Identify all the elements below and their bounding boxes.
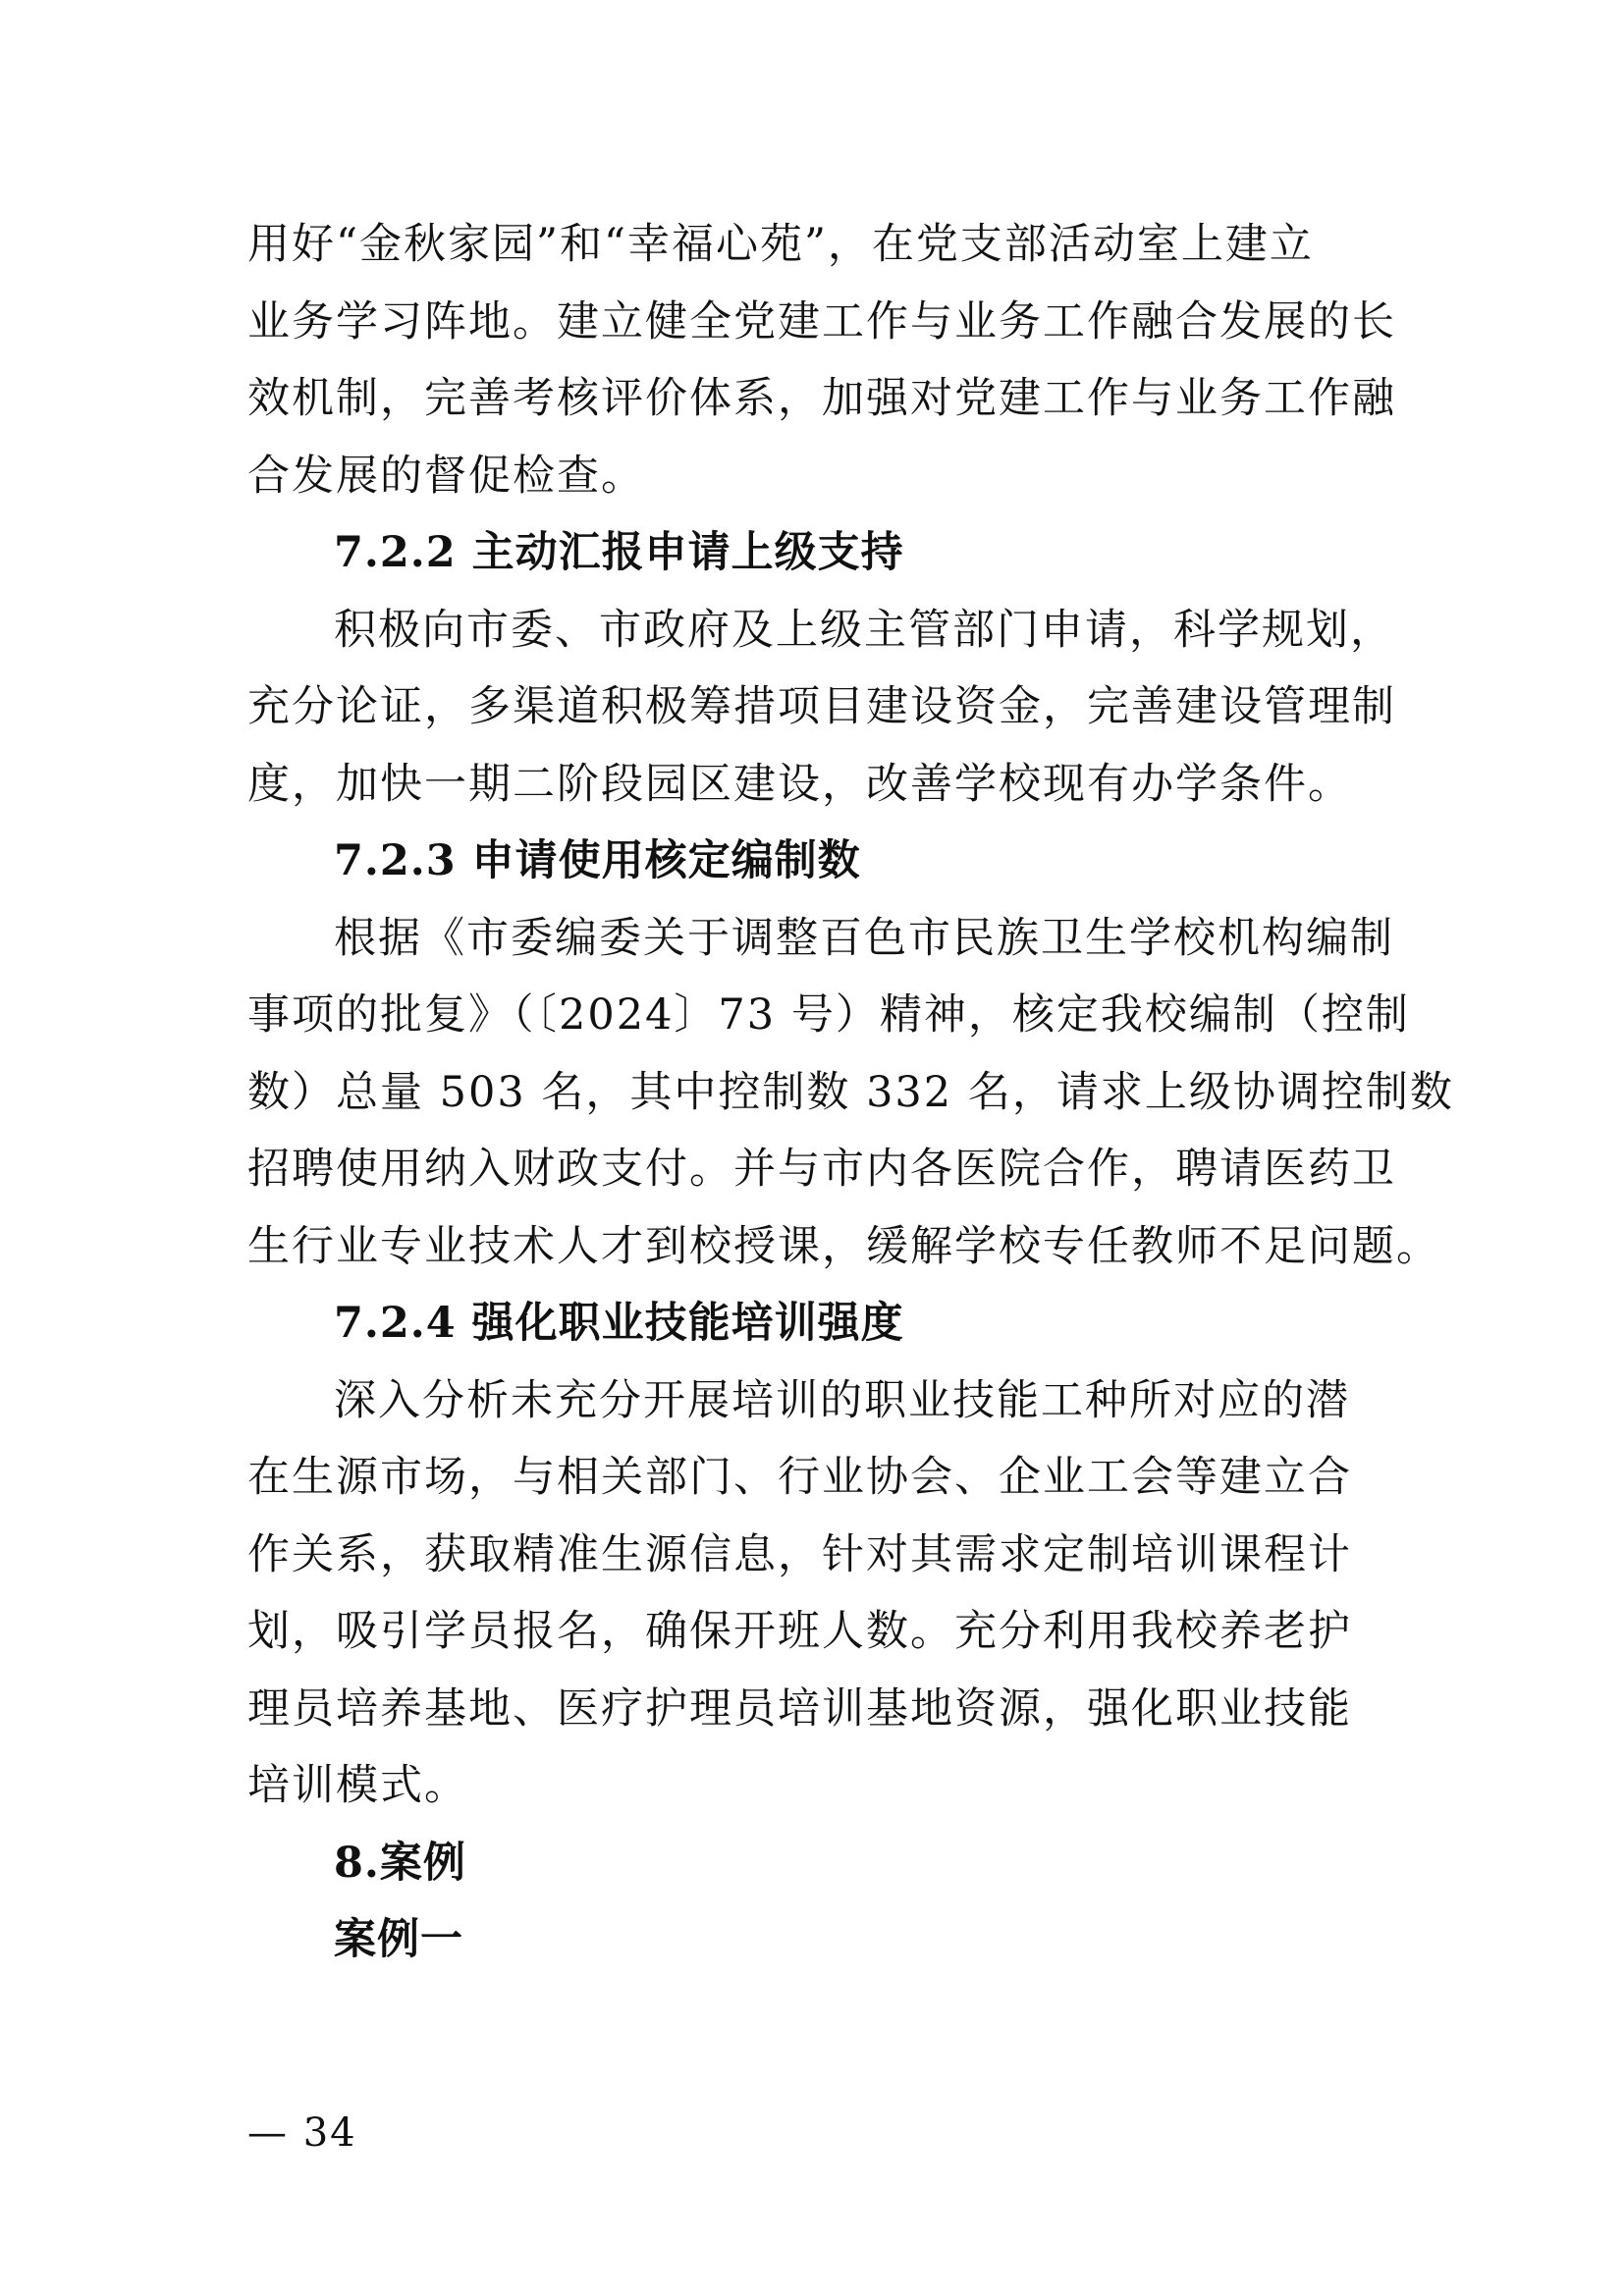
text-line: 生行业专业技术人才到校授课，缓解学校专任教师不足问题。 (247, 1221, 1440, 1271)
paragraph-party-building (247, 206, 1394, 514)
text-line: 数）总量 503 名，其中控制数 332 名，请求上级协调控制数 (247, 1067, 1454, 1117)
section-heading-7-2-3: 7.2.3 申请使用核定编制数 (334, 836, 861, 885)
text-line: 根据《市委编委关于调整百色市民族卫生学校机构编制 (334, 913, 1394, 963)
text-line: 业务学习阵地。建立健全党建工作与业务工作融合发展的长 (247, 296, 1396, 347)
text-line: 用好“金秋家园”和“幸福心苑”，在党支部活动室上建立 (247, 220, 1314, 269)
text-line: 在生源市场，与相关部门、行业协会、企业工会等建立合 (247, 1453, 1352, 1502)
text-line: 充分论证，多渠道积极筹措项目建设资金，完善建设管理制 (247, 682, 1396, 731)
paragraph-vocational-training (247, 1362, 1394, 1825)
text-line: 划，吸引学员报名，确保开班人数。充分利用我校养老护 (247, 1607, 1352, 1656)
text-line: 合发展的督促检查。 (247, 451, 645, 501)
text-line: 招聘使用纳入财政支付。并与市内各医院合作，聘请医药卫 (247, 1145, 1396, 1194)
text-line: 积极向市委、市政府及上级主管部门申请，科学规划， (334, 605, 1394, 655)
paragraph-staffing-quota (247, 900, 1454, 1286)
text-line: 培训模式。 (247, 1761, 468, 1810)
section-heading-7-2-2: 7.2.2 主动汇报申请上级支持 (334, 528, 904, 577)
text-line: 作关系，获取精准生源信息，针对其需求定制培训课程计 (247, 1529, 1352, 1579)
section-heading-7-2-4: 7.2.4 强化职业技能培训强度 (334, 1299, 904, 1348)
paragraph-superior-support (247, 592, 1394, 824)
text-line: 深入分析未充分开展培训的职业技能工种所对应的潜 (334, 1375, 1350, 1425)
text-line: 事项的批复》（〔2024〕73 号）精神，核定我校编制（控制 (247, 990, 1410, 1040)
section-heading-case-one: 案例一 (334, 1915, 463, 1964)
text-line: 效机制，完善考核评价体系，加强对党建工作与业务工作融 (247, 374, 1396, 423)
text-line: 理员培养基地、医疗护理员培训基地资源，强化职业技能 (247, 1683, 1352, 1734)
document-body (247, 206, 1454, 1979)
page-number: — 34 (247, 2110, 357, 2156)
section-heading-8-cases: 8.案例 (334, 1838, 466, 1888)
text-line: 度，加快一期二阶段园区建设，改善学校现有办学条件。 (247, 759, 1352, 809)
